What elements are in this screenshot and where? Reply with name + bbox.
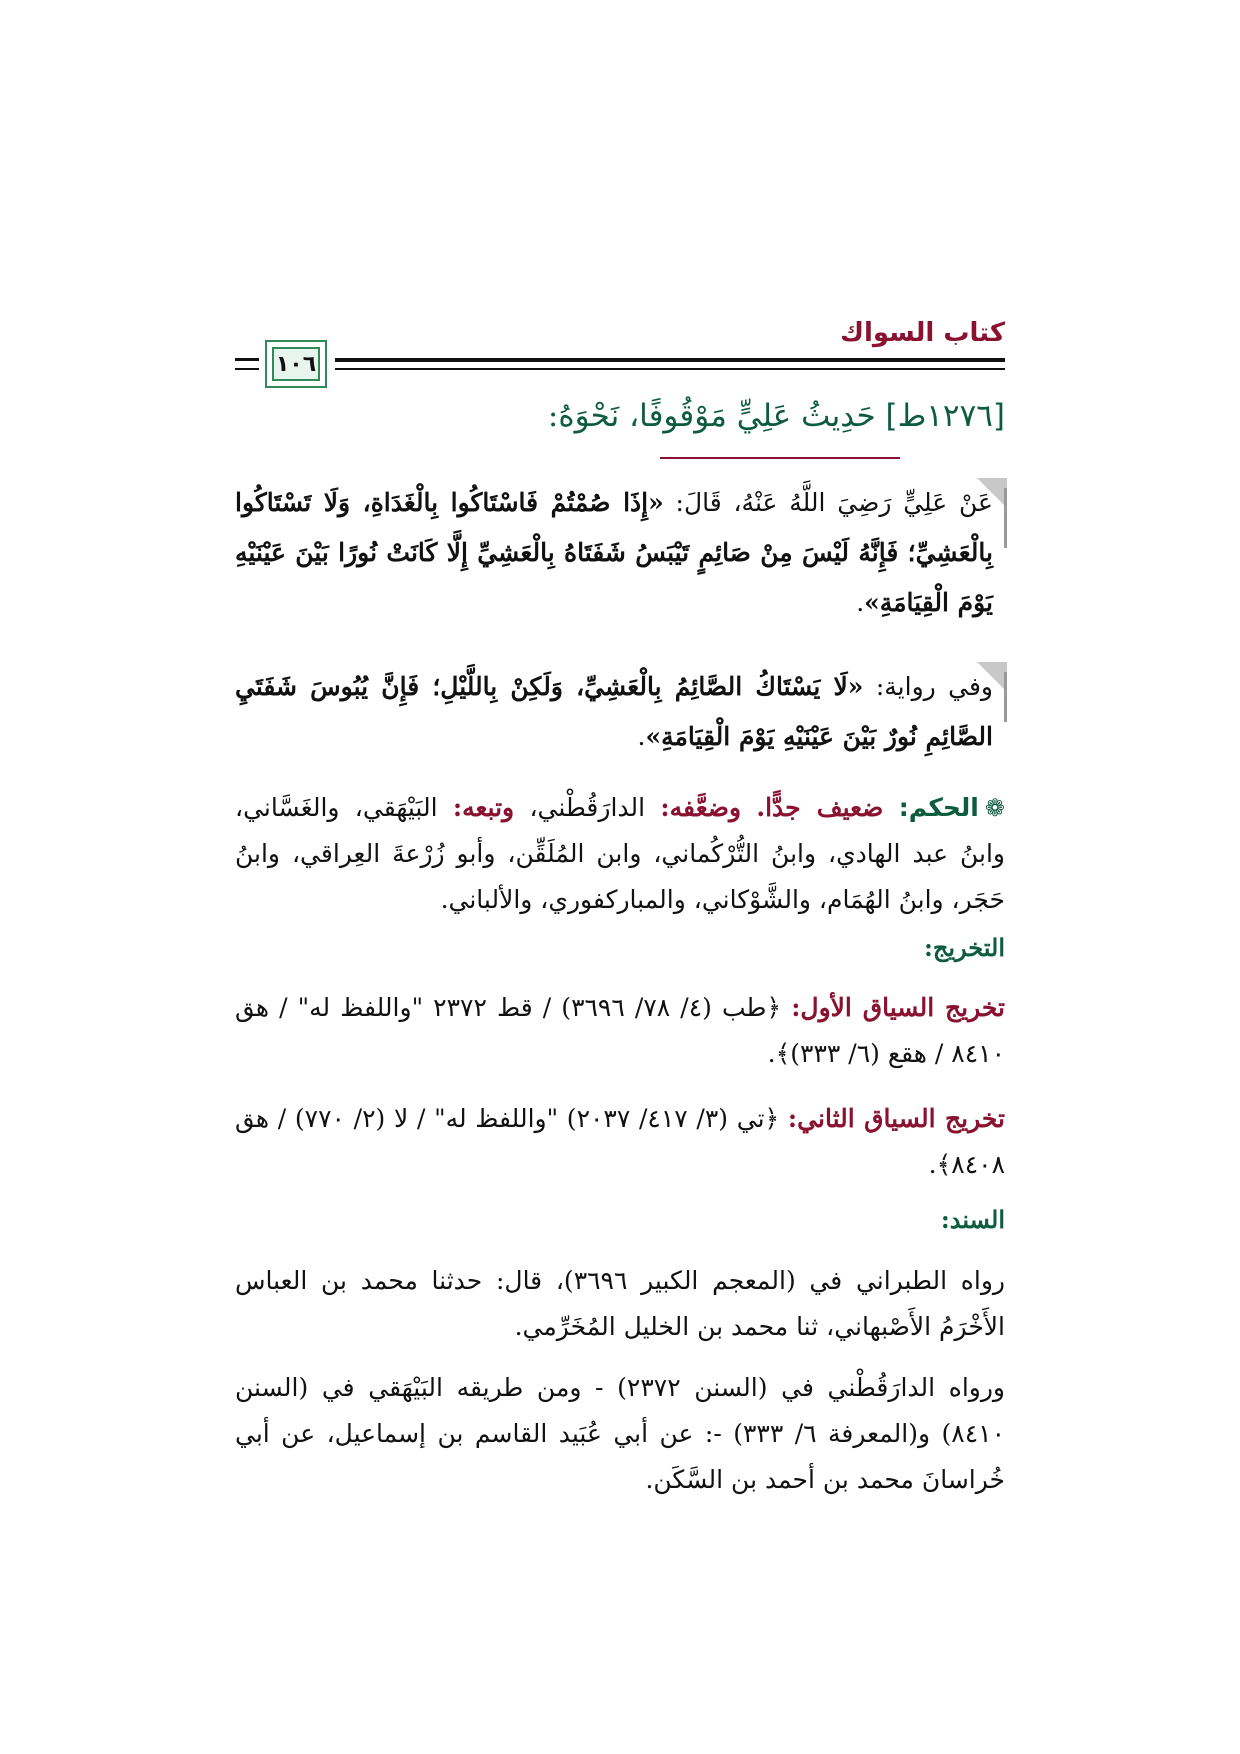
takhrij-second-text: ﴿تي (٣/ ٤١٧/ ٢٠٣٧) "واللفظ له" / لا (٢/ ٧٧٠) / هق ٨٤٠٨﴾. xyxy=(235,1104,1005,1179)
header-rule-thick xyxy=(235,358,1005,362)
takhrij-first-label: تخريج السياق الأول: xyxy=(791,993,1005,1022)
takhrij-second xyxy=(235,1096,1005,1188)
hadith-title xyxy=(548,398,1005,434)
sanad-heading: السند: xyxy=(940,1205,1005,1234)
followers: البَيْهَقي، والغَسَّاني، وابنُ عبد الهادي، وابنُ التُّرْكُماني، وابن المُلَقِّن، وأبو زُرْعةَ العِراقي، وابنُ حَجَر، وابنُ الهُمَام، والشَّوْكاني، والمباركفوري، والألباني. xyxy=(235,793,1005,914)
sanad-paragraph-1: رواه الطبراني في (المعجم الكبير ٣٦٩٦)، قال: حدثنا محمد بن العباس الأَخْرَمُ الأَصْبهاني، ثنا محمد بن الخليل المُخَرِّمي. xyxy=(235,1266,1005,1341)
narration1-hadith: «إِذَا صُمْتُمْ فَاسْتَاكُوا بِالْغَدَاةِ، وَلَا تَسْتَاكُوا بِالْعَشِيِّ؛ فَإِنَّهُ لَيْسَ مِنْ صَائِمٍ تَيْبَسُ شَفَتَاهُ بِالْعَشِيِّ إِلَّا كَانَتْ نُورًا بَيْنَ عَيْنَيْهِ يَوْمَ الْقِيَامَةِ» xyxy=(235,488,993,617)
takhrij-first-text: ﴿طب (٤/ ٧٨/ ٣٦٩٦) / قط ٢٣٧٢ "واللفظ له" / هق ٨٤١٠ / هقع (٦/ ٣٣٣)﴾. xyxy=(235,993,1005,1068)
ruling-label: الحكم: xyxy=(898,793,979,822)
header-rule-left-thin xyxy=(235,368,259,370)
hadith-title-text: حَدِيثُ عَلِيٍّ مَوْقُوفًا، نَحْوَهُ: xyxy=(547,398,876,434)
ruling-paragraph xyxy=(235,785,1005,923)
sanad-paragraph-2: ورواه الدارَقُطْني في (السنن ٢٣٧٢) - ومن طريقه البَيْهَقي في (السنن ٨٤١٠) و(المعرفة ٦/ ٣٣٣) -: عن أبي عُبَيد القاسم بن إسماعيل، عن أبي خُراسانَ محمد بن أحمد بن السَّكَن. xyxy=(235,1373,1005,1494)
followed-label: وتبعه: xyxy=(452,793,515,822)
title-underline xyxy=(660,457,900,459)
rosette-icon: ❁ xyxy=(984,794,1005,822)
narration2-end: . xyxy=(637,722,646,751)
quote-corner-mark xyxy=(977,662,1007,692)
page-number-badge xyxy=(265,340,327,388)
page-number: ١٠٦ xyxy=(272,347,320,381)
quote-bar xyxy=(1004,672,1007,722)
weakened-label: وضعَّفه: xyxy=(660,793,742,822)
header-rule-left-thick xyxy=(235,358,259,361)
narration1-end: . xyxy=(856,588,865,617)
takhrij-second-label: تخريج السياق الثاني: xyxy=(787,1104,1006,1133)
narration2-hadith: «لَا يَسْتَاكُ الصَّائِمُ بِالْعَشِيِّ، وَلَكِنْ بِاللَّيْلِ؛ فَإِنَّ يُبُوسَ شَفَتَيِ الصَّائِمِ نُورٌ بَيْنَ عَيْنَيْهِ يَوْمَ الْقِيَامَةِ» xyxy=(235,672,993,751)
book-title: كتاب السواك xyxy=(840,318,1005,348)
narration2-intro: وفي رواية: xyxy=(863,672,993,701)
ruling-verdict: ضعيف جدًّا. xyxy=(756,793,884,822)
hadith-number: [١٢٧٦ط] xyxy=(885,398,1005,434)
weakened-by: الدارَقُطْني، xyxy=(529,793,646,822)
narration1-intro: عَنْ عَلِيٍّ رَضِيَ اللَّهُ عَنْهُ، قَالَ: xyxy=(663,488,993,517)
takhrij-heading: التخريج: xyxy=(924,933,1005,962)
header-rule-thin xyxy=(235,368,1005,370)
running-header xyxy=(235,314,1005,394)
takhrij-first xyxy=(235,985,1005,1077)
narration-block-1 xyxy=(235,478,1005,628)
quote-bar xyxy=(1004,488,1007,548)
quote-corner-mark xyxy=(977,478,1007,508)
narration-block-2 xyxy=(235,662,1005,762)
